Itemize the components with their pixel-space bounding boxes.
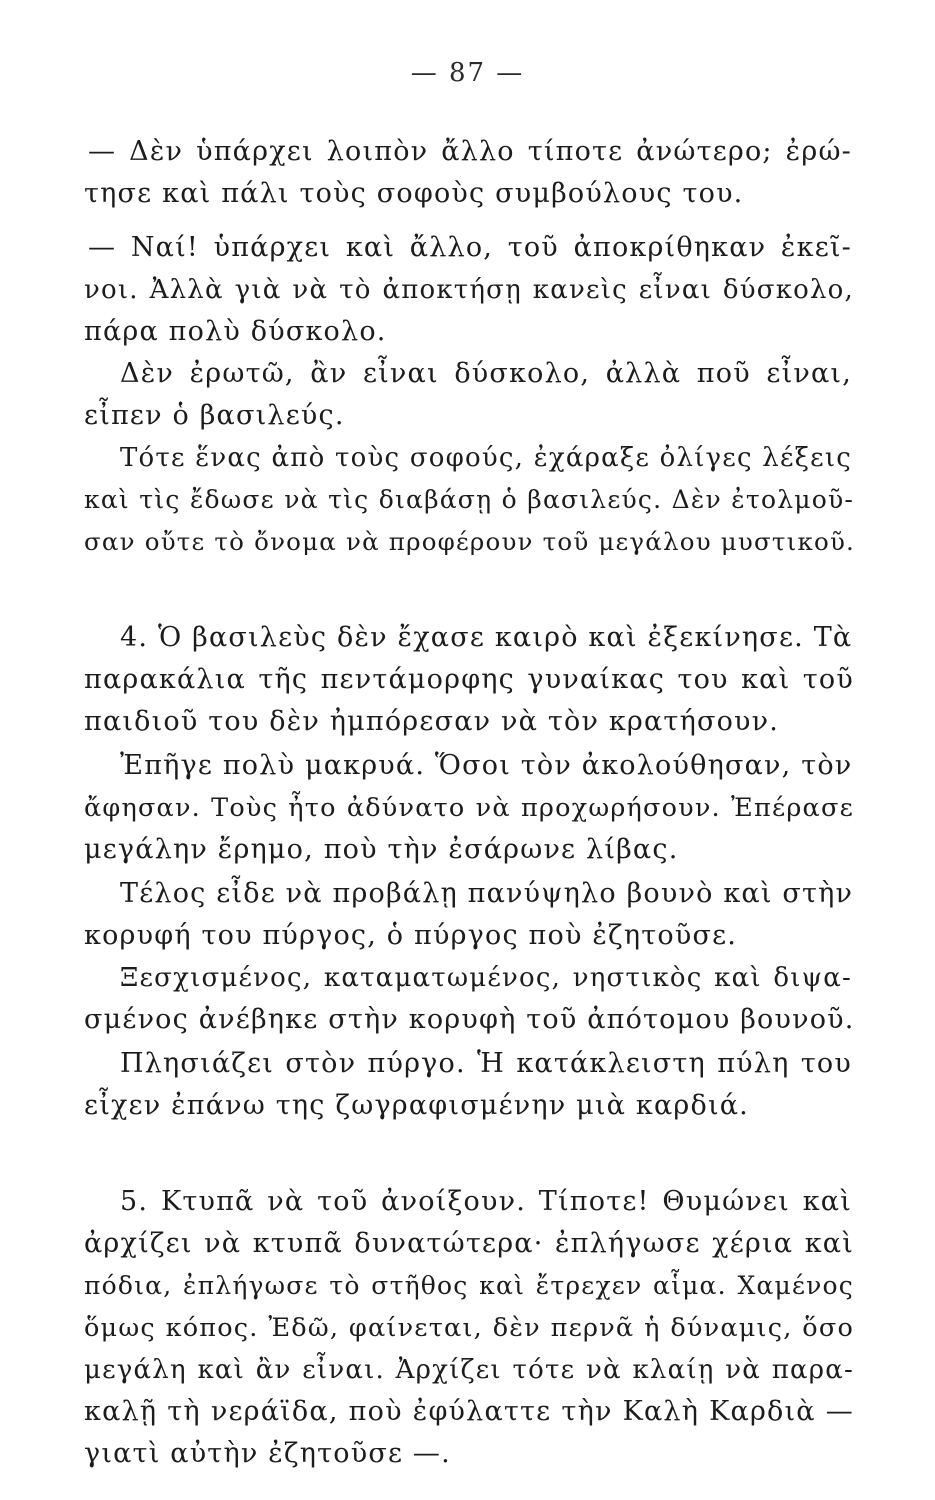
text-line: πάρα πολὺ δύσκολο. <box>84 316 387 347</box>
text-line: γιατὶ αὐτὴν ἐζητοῦσε —. <box>84 1438 451 1469</box>
text-line: — Δὲν ὑπάρχει λοιπὸν ἄλλο τίποτε ἀνώτερο; ἐρώ- <box>88 136 852 167</box>
text-line: εἶπεν ὁ βασιλεύς. <box>84 400 345 431</box>
text-line: Ξεσχισμένος, καταματωμένος, νηστικὸς καὶ διψα- <box>120 963 852 993</box>
text-line: κορυφή του πύργος, ὁ πύργος ποὺ ἐζητοῦσε. <box>84 920 738 951</box>
page-number: — 87 — <box>410 58 525 88</box>
text-line: νοι. Ἀλλὰ γιὰ νὰ τὸ ἀποκτήσῃ κανεὶς εἶναι δύσκολο, <box>84 275 854 305</box>
text-line: — Ναί! ὑπάρχει καὶ ἄλλο, τοῦ ἀποκρίθηκαν ἐκεῖ- <box>88 232 852 263</box>
text-line: Δὲν ἐρωτῶ, ἂν εἶναι δύσκολο, ἀλλὰ ποῦ εἶναι, <box>120 358 852 389</box>
text-line: παιδιοῦ του δὲν ἠμπόρεσαν νὰ τὸν κρατήσουν. <box>84 706 780 737</box>
text-line: 4. Ὁ βασιλεὺς δὲν ἔχασε καιρὸ καὶ ἐξεκίνησε. Τὰ <box>120 622 853 653</box>
text-line: Τότε ἕνας ἀπὸ τοὺς σοφούς, ἐχάραξε ὀλίγες λέξεις <box>120 443 852 473</box>
text-line: ἀρχίζει νὰ κτυπᾶ δυνατώτερα· ἐπλήγωσε χέρια καὶ <box>84 1228 854 1259</box>
text-line: Ἐπῆγε πολὺ μακρυά. Ὅσοι τὸν ἀκολούθησαν, τὸν <box>120 750 853 781</box>
text-line: 5. Κτυπᾶ νὰ τοῦ ἀνοίξουν. Τίποτε! Θυμώνει καὶ <box>120 1186 852 1217</box>
text-line: εἶχεν ἐπάνω της ζωγραφισμένην μιὰ καρδιά. <box>84 1090 749 1121</box>
text-line: Πλησιάζει στὸν πύργο. Ἡ κατάκλειστη πύλη του <box>120 1048 852 1079</box>
text-line: μεγάλην ἔρημο, ποὺ τὴν ἐσάρωνε λίβας. <box>84 834 679 865</box>
text-line: τησε καὶ πάλι τοὺς σοφοὺς συμβούλους του. <box>84 178 744 209</box>
text-line: πόδια, ἐπλήγωσε τὸ στῆθος καὶ ἔτρεχεν αἷμα. Χαμένος <box>84 1271 854 1300</box>
text-line: καὶ τὶς ἔδωσε νὰ τὶς διαβάσῃ ὁ βασιλεύς. Δὲν ἐτολμοῦ- <box>84 485 854 514</box>
text-line: σαν οὔτε τὸ ὄνομα νὰ προφέρουν τοῦ μεγάλου μυστικοῦ. <box>84 527 856 556</box>
text-line: ὅμως κόπος. Ἐδῶ, φαίνεται, δὲν περνᾶ ἡ δύναμις, ὅσο <box>84 1313 854 1343</box>
text-line: ἄφησαν. Τοὺς ἦτο ἀδύνατο νὰ προχωρήσουν. Ἐπέρασε <box>84 793 854 823</box>
text-line: Τέλος εἶδε νὰ προβάλῃ πανύψηλο βουνὸ καὶ στὴν <box>120 878 854 909</box>
text-line: καλῇ τὴ νεράϊδα, ποὺ ἐφύλαττε τὴν Καλὴ Καρδιὰ — <box>84 1396 854 1427</box>
text-line: σμένος ἀνέβηκε στὴν κορυφὴ τοῦ ἀπότομου βουνοῦ. <box>84 1004 855 1035</box>
text-line: παρακάλια τῆς πεντάμορφης γυναίκας του καὶ τοῦ <box>84 664 854 695</box>
text-line: μεγάλη καὶ ἂν εἶναι. Ἀρχίζει τότε νὰ κλαίῃ νὰ παρα- <box>84 1355 854 1385</box>
